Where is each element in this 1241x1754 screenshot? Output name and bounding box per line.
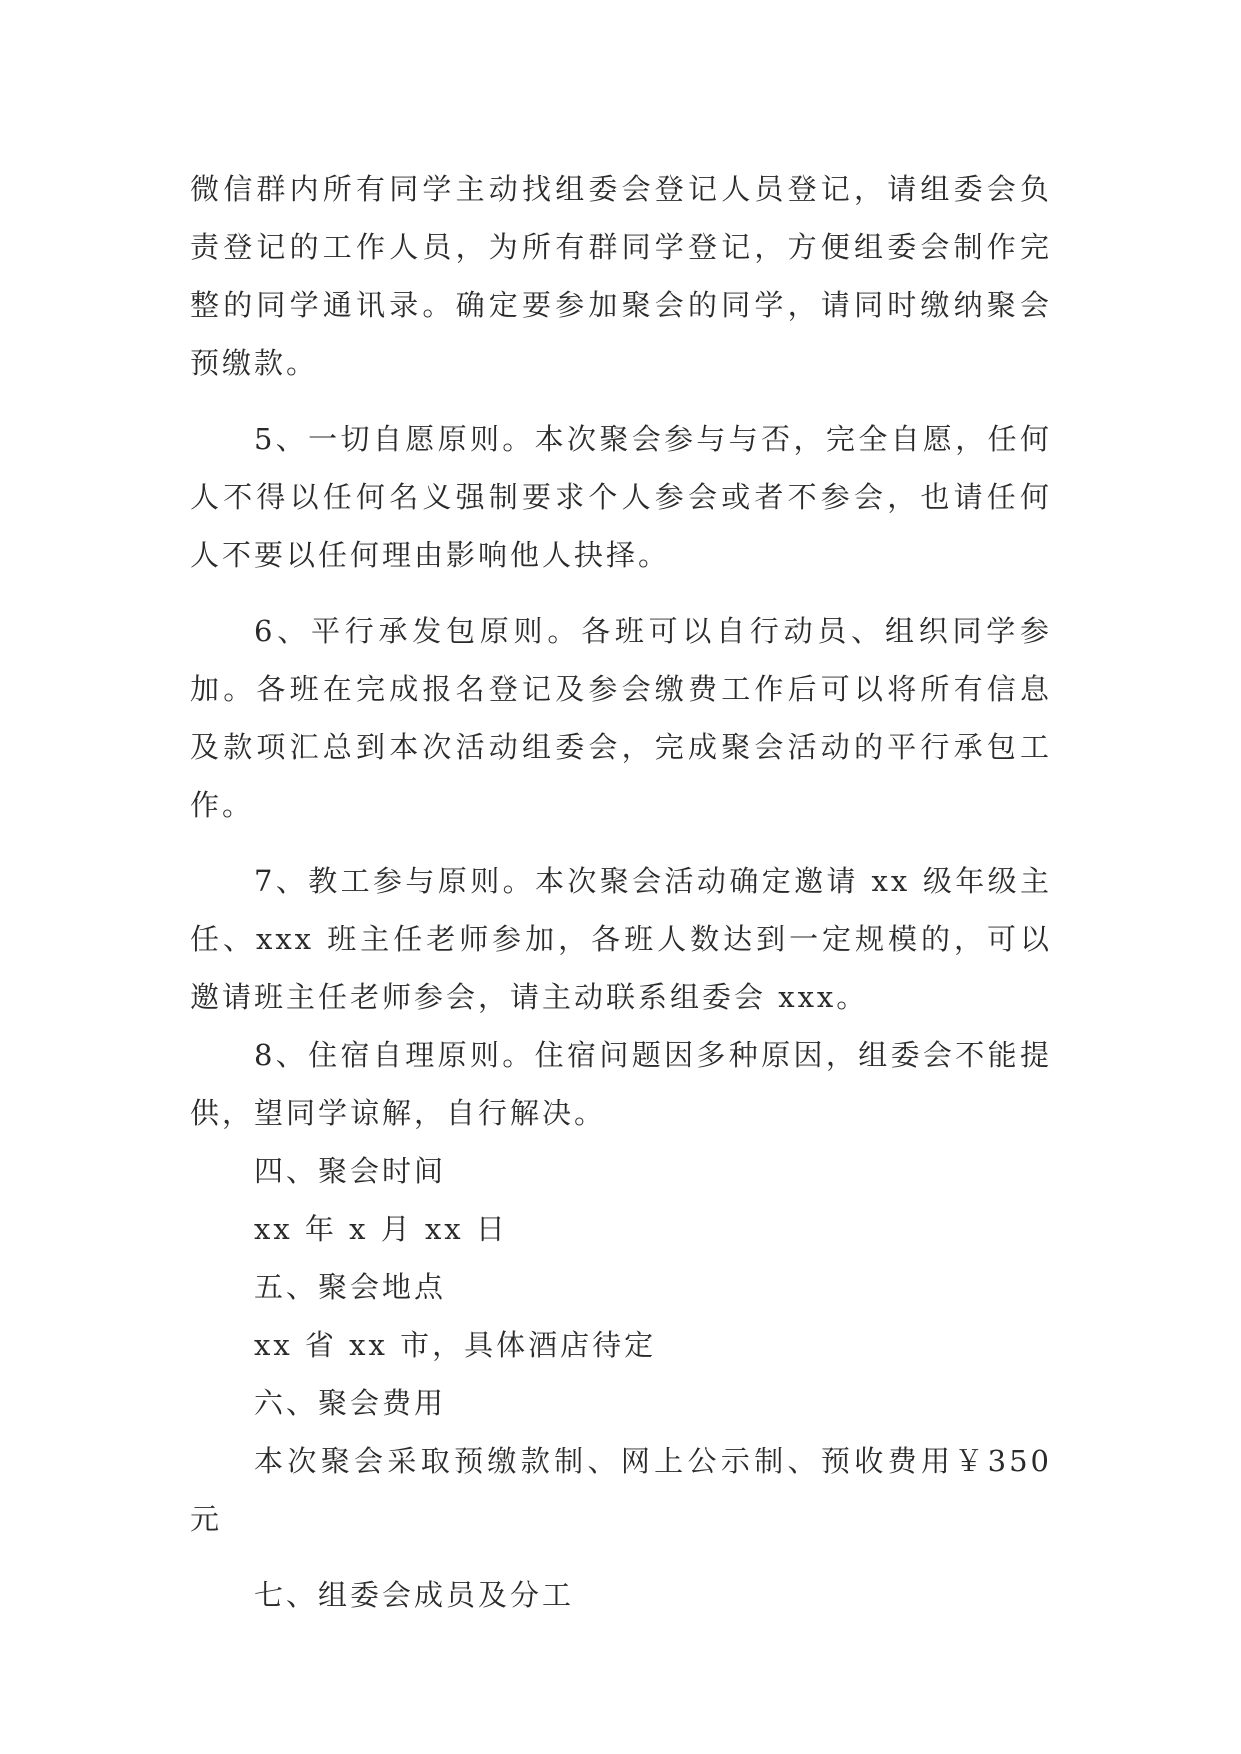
- meeting-date: xx 年 x 月 xx 日: [254, 1212, 508, 1246]
- paragraph-parallel-contracting: 6、平行承发包原则。各班可以自行动员、组织同学参加。各班在完成报名登记及参会缴费工作后可以将所有信息及款项汇总到本次活动组委会，完成聚会活动的平行承包工作。: [190, 614, 1052, 822]
- section-heading-committee: 七、组委会成员及分工: [254, 1578, 575, 1612]
- paragraph-staff-participation: 7、教工参与原则。本次聚会活动确定邀请 xx 级年级主任、xxx 班主任老师参加，各班人数达到一定规模的，可以邀请班主任老师参会，请主动联系组委会 xxx。: [190, 864, 1052, 1014]
- document-body: [190, 160, 1052, 1624]
- section-heading-time: 四、聚会时间: [254, 1154, 447, 1188]
- paragraph-voluntary-principle: 5、一切自愿原则。本次聚会参与与否，完全自愿，任何人不得以任何名义强制要求个人参会或者不参会，也请任何人不要以任何理由影响他人抉择。: [190, 422, 1052, 572]
- section-heading-cost: 六、聚会费用: [254, 1386, 447, 1420]
- meeting-cost: 本次聚会采取预缴款制、网上公示制、预收费用￥350 元: [190, 1444, 1052, 1536]
- paragraph-registration: 微信群内所有同学主动找组委会登记人员登记，请组委会负责登记的工作人员，为所有群同学登记，方便组委会制作完整的同学通讯录。确定要参加聚会的同学，请同时缴纳聚会预缴款。: [190, 172, 1052, 380]
- meeting-location: xx 省 xx 市，具体酒店待定: [254, 1328, 657, 1362]
- paragraph-accommodation: 8、住宿自理原则。住宿问题因多种原因，组委会不能提供，望同学谅解，自行解决。: [190, 1038, 1052, 1130]
- section-heading-location: 五、聚会地点: [254, 1270, 447, 1304]
